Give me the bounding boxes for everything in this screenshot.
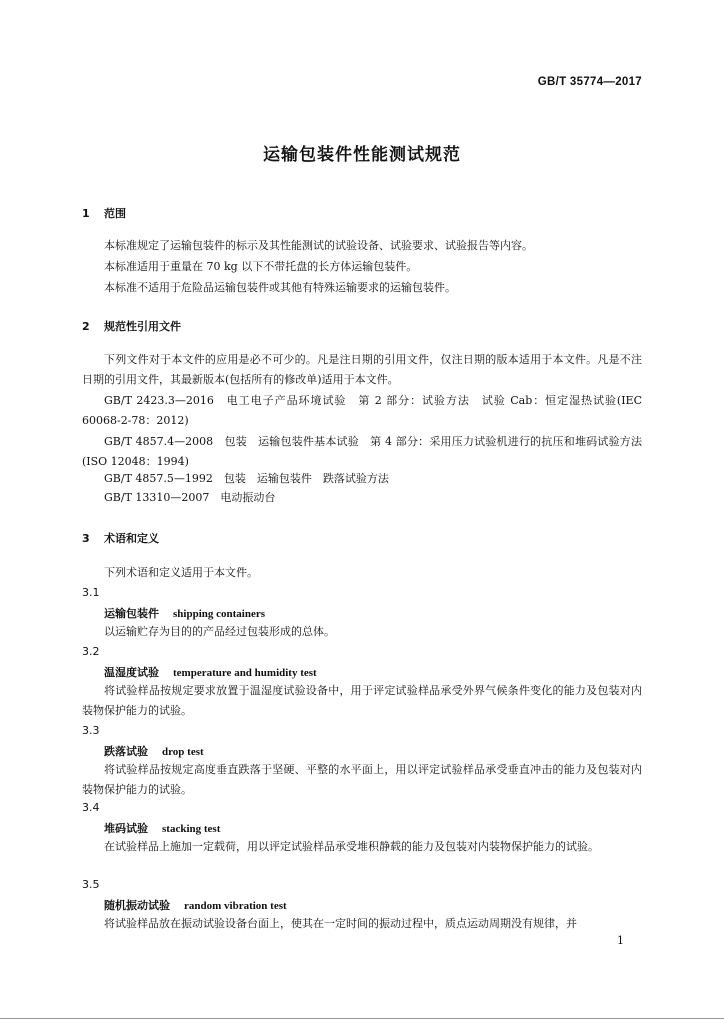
term-name <box>104 820 220 836</box>
section-number: 1 <box>82 207 90 220</box>
reference-item: GB/T 4857.4—2008 包装 运输包装件基本试验 第 4 部分：采用压力试验机进行的抗压和堆码试验方法(ISO 12048：1994) <box>82 435 642 468</box>
bottom-divider <box>0 1018 724 1019</box>
standard-code: GB/T 35774—2017 <box>537 76 642 88</box>
term-name <box>104 664 317 680</box>
term-number: 3.4 <box>82 801 100 814</box>
section-heading-scope <box>82 205 126 221</box>
term-definition: 将试验样品按规定高度垂直跌落于坚硬、平整的水平面上，用以评定试验样品承受垂直冲击的能力及包装对内装物保护能力的试验。 <box>82 763 642 796</box>
section-number: 2 <box>82 320 90 333</box>
term-name-cn: 随机振动试验 <box>104 899 170 912</box>
reference-item: GB/T 4857.5—1992 包装 运输包装件 跌落试验方法 <box>104 472 389 485</box>
paragraph: 本标准不适用于危险品运输包装件或其他有特殊运输要求的运输包装件。 <box>104 281 456 294</box>
section-title: 范围 <box>104 207 126 220</box>
section-heading-terms <box>82 530 159 546</box>
term-number: 3.1 <box>82 586 100 599</box>
term-number: 3.3 <box>82 724 100 737</box>
reference-item: GB/T 2423.3—2016 电工电子产品环境试验 第 2 部分：试验方法 试验 Cab：恒定湿热试验(IEC 60068-2-78：2012) <box>82 394 642 427</box>
paragraph: 本标准规定了运输包装件的标示及其性能测试的试验设备、试验要求、试验报告等内容。 <box>104 239 533 252</box>
term-definition: 在试验样品上施加一定载荷，用以评定试验样品承受堆积静载的能力及包装对内装物保护能力的试验。 <box>104 840 599 853</box>
reference-item: GB/T 13310—2007 电动振动台 <box>104 491 276 504</box>
term-name <box>104 897 287 913</box>
paragraph: 本标准适用于重量在 70 kg 以下不带托盘的长方体运输包装件。 <box>104 260 418 273</box>
term-name-en: stacking test <box>162 823 221 835</box>
section-title: 规范性引用文件 <box>104 320 181 333</box>
term-name-en: shipping containers <box>173 608 265 620</box>
term-name-cn: 运输包装件 <box>104 607 159 620</box>
term-name-cn: 跌落试验 <box>104 745 148 758</box>
section-title: 术语和定义 <box>104 532 159 545</box>
term-definition: 以运输贮存为目的的产品经过包装形成的总体。 <box>104 625 335 638</box>
term-name-cn: 温湿度试验 <box>104 666 159 679</box>
paragraph: 下列术语和定义适用于本文件。 <box>104 566 258 579</box>
term-name <box>104 743 204 759</box>
term-number: 3.5 <box>82 878 100 891</box>
term-name-en: drop test <box>162 746 204 758</box>
term-name-en: temperature and humidity test <box>173 667 317 679</box>
term-definition: 将试验样品放在振动试验设备台面上，使其在一定时间的振动过程中，质点运动周期没有规律，并 <box>104 917 577 930</box>
term-definition: 将试验样品按规定要求放置于温湿度试验设备中，用于评定试验样品承受外界气候条件变化的能力及包装对内装物保护能力的试验。 <box>82 684 642 717</box>
document-title: 运输包装件性能测试规范 <box>263 145 461 165</box>
term-name <box>104 605 265 621</box>
section-number: 3 <box>82 532 90 545</box>
term-number: 3.2 <box>82 645 100 658</box>
term-name-en: random vibration test <box>184 900 287 912</box>
page-number: 1 <box>617 934 624 947</box>
section-heading-normative-references <box>82 318 181 334</box>
paragraph: 下列文件对于本文件的应用是必不可少的。凡是注日期的引用文件，仅注日期的版本适用于本文件。凡是不注日期的引用文件，其最新版本(包括所有的修改单)适用于本文件。 <box>82 353 642 386</box>
term-name-cn: 堆码试验 <box>104 822 148 835</box>
